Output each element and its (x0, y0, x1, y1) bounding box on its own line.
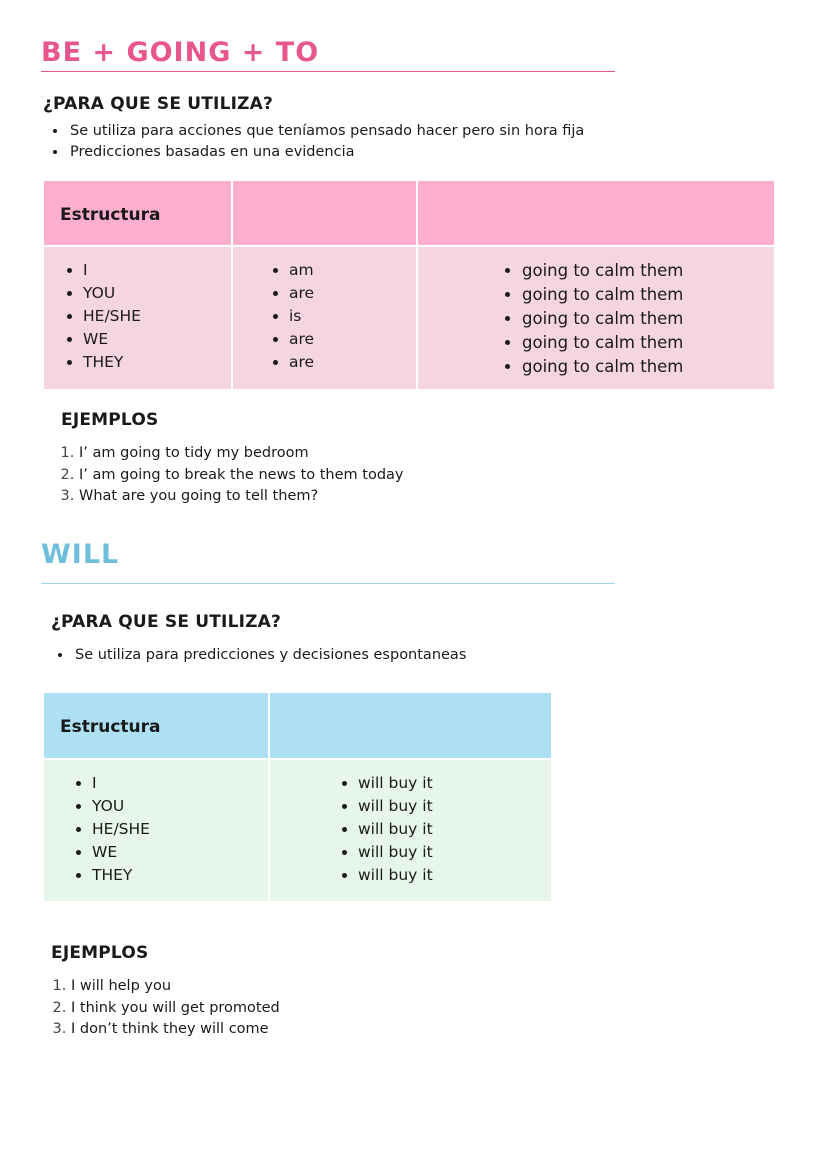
example-item: 3. What are you going to tell them? (79, 486, 404, 508)
will-structure-table (42, 691, 553, 903)
structure-header: Estructura (43, 692, 269, 759)
will-examples-heading: EJEMPLOS (51, 943, 149, 963)
complements-cell (417, 246, 775, 390)
going-to-usage-heading: ¿PARA QUE SE UTILIZA? (43, 94, 274, 114)
subject-item: • THEY (83, 351, 231, 374)
going-to-structure-table (42, 179, 776, 391)
verb-item: • is (289, 305, 416, 328)
header-cell-empty (269, 692, 552, 759)
complement-item: • will buy it (358, 864, 551, 887)
subject-item: • HE/SHE (83, 305, 231, 328)
verb-item: • are (289, 282, 416, 305)
complement-item: • going to calm them (522, 331, 774, 355)
complement-item: • will buy it (358, 795, 551, 818)
subject-item: • I (83, 259, 231, 282)
will-usage-heading: ¿PARA QUE SE UTILIZA? (51, 612, 282, 632)
will-examples-list (47, 976, 280, 1041)
list-item: • Predicciones basadas en una evidencia (68, 142, 584, 163)
subject-item: • HE/SHE (92, 818, 268, 841)
subject-item: • YOU (92, 795, 268, 818)
subject-item: • THEY (92, 864, 268, 887)
will-divider (41, 583, 615, 584)
table-header-row (43, 692, 552, 759)
example-item: 2. I think you will get promoted (71, 998, 280, 1020)
complement-item: • will buy it (358, 772, 551, 795)
verb-item: • am (289, 259, 416, 282)
header-cell-empty (232, 180, 417, 246)
verb-item: • are (289, 351, 416, 374)
subjects-cell (43, 246, 232, 390)
verbs-cell (232, 246, 417, 390)
subjects-cell (43, 759, 269, 902)
table-header-row (43, 180, 775, 246)
complement-item: • going to calm them (522, 355, 774, 379)
verb-item: • are (289, 328, 416, 351)
going-to-examples-list (55, 443, 404, 508)
header-cell-empty (417, 180, 775, 246)
going-to-title: BE + GOING + TO (41, 37, 320, 68)
subject-item: • YOU (83, 282, 231, 305)
complement-item: • will buy it (358, 841, 551, 864)
list-item: • Se utiliza para acciones que teníamos pensado hacer pero sin hora fija (68, 121, 584, 142)
table-row (43, 246, 775, 390)
complement-item: • going to calm them (522, 259, 774, 283)
complement-item: • will buy it (358, 818, 551, 841)
complements-cell (269, 759, 552, 902)
subject-item: • WE (92, 841, 268, 864)
will-usage-list (51, 645, 466, 666)
example-item: 1. I’ am going to tidy my bedroom (79, 443, 404, 465)
subject-item: • I (92, 772, 268, 795)
complement-item: • going to calm them (522, 283, 774, 307)
will-title: WILL (41, 539, 120, 570)
example-item: 1. I will help you (71, 976, 280, 998)
structure-header: Estructura (43, 180, 232, 246)
going-to-usage-list (46, 121, 584, 163)
complement-item: • going to calm them (522, 307, 774, 331)
subject-item: • WE (83, 328, 231, 351)
list-item: • Se utiliza para predicciones y decisiones espontaneas (73, 645, 466, 666)
going-to-examples-heading: EJEMPLOS (61, 410, 159, 430)
example-item: 2. I’ am going to break the news to them today (79, 465, 404, 487)
table-row (43, 759, 552, 902)
example-item: 3. I don’t think they will come (71, 1019, 280, 1041)
going-to-divider (41, 71, 615, 72)
